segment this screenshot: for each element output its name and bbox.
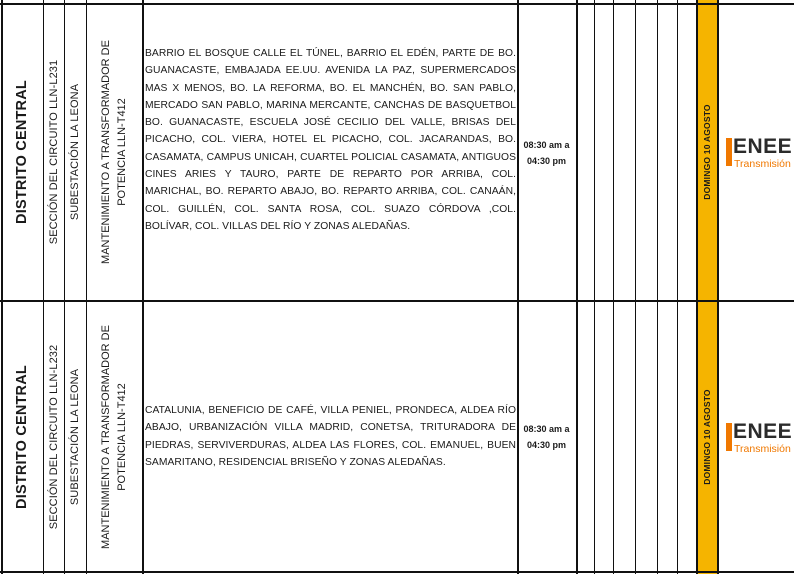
column-divider: [635, 0, 636, 574]
time-start: 08:30 am a: [523, 424, 570, 434]
column-divider: [1, 0, 3, 574]
date-cell: DOMINGO 10 AGOSTO: [702, 389, 712, 485]
date-cell: DOMINGO 10 AGOSTO: [702, 104, 712, 200]
time-start: 08:30 am a: [523, 140, 570, 150]
logo-subtitle: Transmisión: [734, 158, 791, 170]
circuit-section-cell: SECCIÓN DEL CIRCUITO LLN-L231: [48, 59, 60, 245]
column-divider: [613, 0, 614, 574]
affected-areas-cell: CATALUNIA, BENEFICIO DE CAFÉ, VILLA PENIEL, PRONDECA, ALDEA RÍO ABAJO, URBANIZACIÓN VILLA MADRID, CONETSA, TRITURADORA DE PIEDRAS, SERVIVERDURAS, ALDEA LAS FLORES, COL. EMANUEL, BUEN SAMARITANO, RESIDENCIAL BRISEÑO Y ZONAS ALEDAÑAS.: [145, 405, 516, 468]
circuit-section-cell: SECCIÓN DEL CIRCUITO LLN-L232: [48, 344, 60, 530]
substation-cell: SUBESTACIÓN LA LEONA: [69, 83, 81, 221]
column-divider: [64, 0, 65, 574]
logo-wordmark: ENEE: [733, 135, 793, 158]
maintenance-cell: [98, 40, 130, 264]
column-divider: [717, 0, 719, 574]
schedule-cell: [518, 137, 575, 169]
enee-logo: [724, 420, 794, 457]
column-divider: [677, 0, 678, 574]
time-end: 04:30 pm: [526, 156, 567, 166]
row-divider: [0, 300, 794, 302]
substation-cell: SUBESTACIÓN LA LEONA: [69, 368, 81, 506]
logo-subtitle: Transmisión: [734, 443, 791, 455]
enee-logo-mark-icon: [726, 138, 732, 166]
column-divider: [43, 0, 44, 574]
row-divider: [0, 3, 794, 5]
time-end: 04:30 pm: [526, 440, 567, 450]
maintenance-line: POTENCIA LLN-T412: [116, 383, 128, 491]
schedule-cell: [518, 421, 575, 453]
column-divider: [517, 0, 519, 574]
logo-wordmark: ENEE: [733, 420, 793, 443]
enee-logo: [724, 135, 794, 172]
column-divider: [594, 0, 595, 574]
district-cell: DISTRITO CENTRAL: [14, 80, 30, 224]
affected-areas-cell: BARRIO EL BOSQUE CALLE EL TÚNEL, BARRIO EL EDÉN, PARTE DE BO. GUANACASTE, EMBAJADA EE.UU. AVENIDA LA PAZ, SUPERMERCADOS MAS X MENOS, BO. LA REFORMA, BO. EL MANCHÉN, BO. SAN PABLO, MERCADO SAN PABLO, MARINA MERCANTE, CANCHAS DE BASQUETBOL BO. GUANACASTE, ESCUELA JOSÉ CECILIO DEL VALLE, BRISAS DEL PICACHO, COL. VIERA, HOTEL EL PICACHO, COL. JACARANDAS, BO. CASAMATA, CAMPUS UNICAH, CUARTEL POLICIAL CASAMATA, ANTIGUOS CINES ARIES Y TAURO, PARTE DE REPARTO POR ARRIBA, COL. MARICHAL, BO. REPARTO ABAJO, BO. REPARTO ARRIBA, COL. CANAÁN, COL. GUILLÉN, COL. SANTA ROSA, COL. SUAZO CÓRDOVA ,COL. BOLÍVAR, COL. VILLAS DEL RÍO Y ZONAS ALEDAÑAS.: [145, 48, 516, 232]
maintenance-line: POTENCIA LLN-T412: [116, 98, 128, 206]
date-column-highlight: [697, 0, 717, 574]
maintenance-line: MANTENIMIENTO A TRANSFORMADOR DE: [100, 325, 112, 549]
maintenance-cell: [98, 325, 130, 549]
enee-logo-mark-icon: [726, 423, 732, 451]
column-divider: [86, 0, 87, 574]
column-divider: [657, 0, 658, 574]
column-divider: [576, 0, 578, 574]
row-divider: [0, 571, 794, 573]
maintenance-line: MANTENIMIENTO A TRANSFORMADOR DE: [100, 40, 112, 264]
column-divider: [696, 0, 698, 574]
column-divider: [142, 0, 144, 574]
district-cell: DISTRITO CENTRAL: [14, 365, 30, 509]
